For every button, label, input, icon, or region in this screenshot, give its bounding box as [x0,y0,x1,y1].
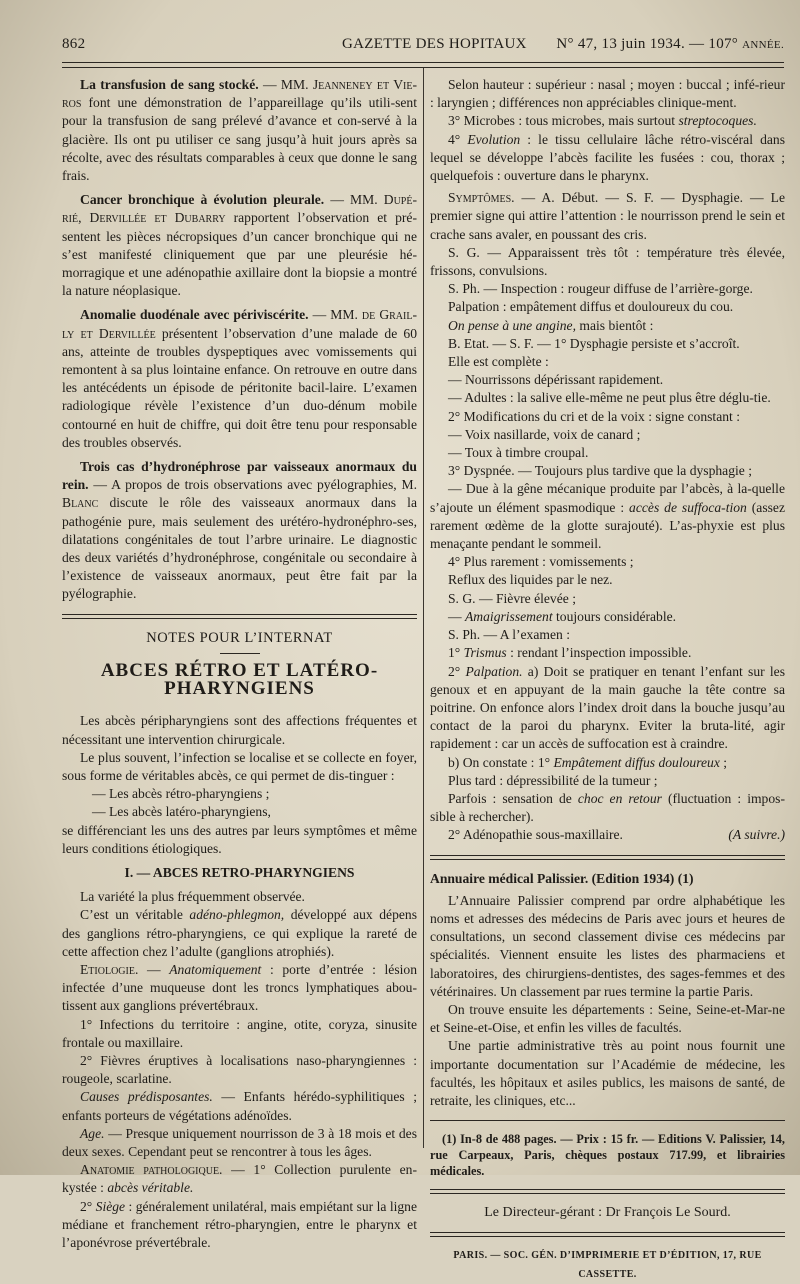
s1-paragraph-2 [62,906,417,961]
list-item: — Les abcès rétro-pharyngiens ; [92,786,270,802]
r-paragraph: S. G. — Fièvre élevée ; [448,590,576,606]
s1-p2-text-b: développé aux dépens des ganglions rétro-pharyngiens, ce qui explique la rareté de cette affection chez l’adulte (ganglions atrophiés). [62,907,417,959]
short-rule [220,653,260,654]
r-paragraph [430,663,785,754]
symptomes-text: — A. Début. — S. F. — Dysphagie. — Le premier signe qui attire l’attention : le nourrisson prend le sein et crache sans avaler, en poussant des cris. [430,190,785,242]
r-paragraph: 3° Dyspnée. — Toujours plus tardive que la dysphagie ; [448,463,753,479]
r-text: : rendant l’inspection impossible. [506,645,692,661]
report-cancer [62,191,417,300]
report-cancer-authors: — MM. Dupé-rié, Dervillée et Dubarry [62,192,417,226]
report-transfusion-authors: — MM. Jeanneney et Vie-ros [62,77,417,111]
r-text: ; [719,754,728,770]
r-paragraph: — Nourrissons dépérissant rapidement. [448,372,664,388]
right-column [430,76,785,1284]
list-item: — Les abcès latéro-pharyngiens, [92,804,271,820]
etiologie-paragraph [62,961,417,1016]
age-paragraph [62,1125,417,1161]
causes-label: Causes prédisposantes. [80,1089,213,1105]
intro-paragraph-3: se différenciant les uns des autres par leurs symptômes et même leurs conditions étiologiques. [62,822,417,856]
report-transfusion-text: font une démonstration de l’appareillage qu’ils utili-sent pour la transfusion de sang prélevé d’avance et con-servé à la glacière. Ils ont pu utiliser ce sang jusqu’à huit jours après sa récolte, avec des résultats comparables à ceux que donne le sang frais. [62,95,417,184]
annuaire-paragraph-2: On trouve ensuite les départements : Seine, Seine-et-Mar-ne et Seine-et-Oise, et enfin les villes de facultés. [430,1001,785,1036]
r-paragraph: S. G. — Apparaissent très tôt : température très élevée, frissons, convulsions. [430,244,785,279]
notes-heading: NOTES POUR L’INTERNAT [146,629,333,646]
page-number: 862 [62,36,86,52]
etiologie-italic: Anatomiquement [169,961,262,977]
r-text: Parfois : sensation de [448,790,578,806]
r-paragraph [430,608,785,626]
causes-paragraph [62,1088,417,1124]
footnote-rule [430,1120,785,1121]
r-italic: Evolution [467,131,521,147]
article-title: ABCES RÉTRO ET LATÉRO-PHARYNGIENS [100,659,379,700]
r-text: 2° Adénopathie sous-maxillaire. [448,827,623,843]
causes-text: — Enfants hérédo-syphilitiques ; enfants porteurs de végétations adénoïdes. [62,1089,417,1123]
report-hydronephrose-text-2: discute le rôle des vaisseaux anormaux dans la pathogénie pure, mais seulement des urétéro-hydronéphro-ses, dilatations congénitales de tout l’arbre urinaire. Le diagnostic des deux variétés d’hydronéphrose, congénitale ou secondaire à l’existence de vaisseaux anormaux, peut être fait par la pyélographie. [62,495,417,602]
intro-paragraph-2: Le plus souvent, l’infection se localise et se collecte en foyer, sous forme de véritables abcès, ce qui permet de dis-tinguer : [62,749,417,783]
issue-main: N° 47, 13 juin 1934. — 107° [556,36,739,52]
report-transfusion [62,76,417,185]
r-paragraph [430,112,785,130]
r-text: a) Doit se pratiquer en tenant l’enfant sur les genoux et en appuyant de la main gauche la tête contre sa poitrine. On enfonce alors l’index droit dans la bouche jusqu’au contact de la paroi du pharynx. Eviter la bruta-lité, agir rapidement : car un accès de suffocation est à craindre. [430,663,785,752]
r-italic: choc en retour [577,790,662,806]
r-text: 1° [448,645,464,661]
age-text: — Presque uniquement nourrisson de 3 à 18 mois et des deux sexes. Cependant peut se rencontrer à tous les âges. [62,1125,417,1159]
etiologie-item-2: 2° Fièvres éruptives à localisations naso-pharyngiennes : rougeole, scarlatine. [62,1052,417,1087]
anatomie-italic: abcès véritable. [107,1180,194,1196]
r-text: 3° Microbes : tous microbes, mais surtout [448,113,679,129]
r-paragraph: Palpation : empâtement diffus et douloureux du cou. [448,299,734,315]
r-paragraph: Plus tard : dépressibilité de la tumeur ; [448,772,658,788]
annuaire-paragraph-1: L’Annuaire Palissier comprend par ordre alphabétique les noms et adresses des médecins de Paris avec jours et heures de consultations, un second classement divise ces médecins par spécialités. Viennent ensuite les listes des pharmaciens et laboratoires, des chirurgiens-dentistes, des sages-femmes et des vétérinaires. Un classement par rues termine la partie Paris. [430,892,785,999]
report-duodenal-authors: — MM. de Grail-ly et Dervillée [62,307,417,341]
r-italic: Trismus [463,645,507,661]
annuaire-title: Annuaire médical Palissier. (Edition 1934) (1) [430,870,694,886]
annuaire-paragraph-3: Une partie administrative très au point nous fournit une importante documentation sur l’Académie de médecine, les facultés, les hôpitaux et asiles publics, les maisons de santé, de retraite, les cliniques, etc... [430,1038,785,1108]
r-paragraph [430,480,785,553]
issue-info [556,36,784,53]
r-text: : le tissu cellulaire lâche rétro-viscéral dans lequel se développe l’abcès facilite les fusées : cou, thorax ; quelquefois : ouverture dans le pharynx. [430,131,786,184]
report-hydronephrose-title: Trois cas d’hydronéphrose par vaisseaux anormaux du rein. [62,459,417,493]
r-paragraph: — Adultes : la salive elle-même ne peut plus être déglu-tie. [448,390,771,406]
footnote: (1) In-8 de 488 pages. — Prix : 15 fr. — Editions V. Palissier, 14, rue Carpeaux, Paris, chèques postaux 717.99, et librairies médicales. [430,1132,785,1179]
siege-paragraph: 2° Siège : généralement unilatéral, mais empiétant sur la ligne médiane et franchement rétro-pharyngien, entre le pharynx et l’aponévrose prévertébrale. [62,1198,418,1250]
r-paragraph [430,826,785,844]
report-transfusion-title: La transfusion de sang stocké. [80,77,259,92]
etiologie-dash: — [138,961,170,977]
r-paragraph: — Voix nasillarde, voix de canard ; [448,426,641,442]
r-paragraph: Selon hauteur : supérieur : nasal ; moyen : buccal ; infé-rieur : laryngien ; différences non appréciables clinique-ment. [430,77,785,111]
anatomie-paragraph [62,1161,417,1197]
r-text: 2° [448,663,466,679]
r-italic: streptocoques. [678,113,757,129]
s1-p2-italic: adéno-phlegmon, [189,907,285,923]
anatomie-label: Anatomie pathologique. [80,1162,223,1178]
etiologie-label: Etiologie. [80,961,139,977]
siege-text: : généralement unilatéral, mais empiétant sur la ligne médiane et franchement rétro-pharyngien, entre le pharynx et l’aponévrose prévertébrale. [62,1198,418,1250]
symptomes-paragraph [430,189,785,244]
report-cancer-title: Cancer bronchique à évolution pleurale. [80,192,325,208]
r-italic: accès de suffoca-tion [629,499,747,515]
r-paragraph: S. Ph. — A l’examen : [448,627,570,643]
r-italic: Amaigrissement [465,608,553,624]
report-hydronephrose-text-1: — A propos de trois observations avec pyélographies, M. [88,477,417,493]
r-paragraph: B. Etat. — S. F. — 1° Dysphagie persiste et s’accroît. [448,335,740,351]
r-paragraph [430,317,785,335]
r-italic: Empâtement diffus douloureux [553,754,720,770]
r-paragraph [430,754,785,772]
section-title: I. — ABCES RETRO-PHARYNGIENS [124,864,355,880]
anatomie-text: — 1° Collection purulente en-kystée : [62,1162,417,1196]
report-duodenal-title: Anomalie duodénale avec périviscérite. [80,307,309,323]
r-text: — Due à la gêne mécanique produite par l’abcès, à la-quelle s’ajoute un élément spasmodique : [430,481,785,515]
r-paragraph [430,644,785,662]
r-text: (assez rarement œdème de la glotte surajouté). L’as-phyxie est plus menaçante pendant le sommeil. [430,499,785,552]
r-text: (fluctuation : impos-sible à rechercher). [430,790,785,825]
r-paragraph: — Toux à timbre croupal. [448,445,589,461]
r-paragraph: 2° Modifications du cri et de la voix : signe constant : [448,408,740,424]
r-text: mais bientôt : [575,317,654,333]
report-duodenal-text: présentent l’observation d’une malade de 60 ans, atteinte de troubles dyspeptiques avec vomissements qui remontent à sa plus lointaine enfance. On retrouve en outre dans les antécédents un épisode de péritonite bacil-laire. L’examen radiologique révèle l’existence d’un duo-dénum mobile contourné en huit de chiffre, qui doit être tenu pour responsable des troubles observés. [62,325,418,450]
printer-line: PARIS. — SOC. GÉN. D’IMPRIMERIE ET D’ÉDITION, 17, RUE CASSETTE. [453,1250,762,1280]
r-text: b) On constate : 1° [448,754,554,770]
s1-p2-text-a: C’est un véritable [80,907,190,923]
r-paragraph [430,131,785,186]
r-text: toujours considérable. [552,608,677,624]
section-rule [62,614,417,619]
etiologie-item-1: 1° Infections du territoire : angine, otite, coryza, sinusite frontale ou maxillaire. [62,1016,417,1050]
printer-rule [430,1232,785,1237]
r-text: — [448,608,465,624]
age-label: Age. [80,1125,105,1141]
r-paragraph: S. Ph. — Inspection : rougeur diffuse de l’arrière-gorge. [448,281,753,297]
report-cancer-text: rapportent l’observation et pré-sentent les pièces nécropsiques d’un cancer bronchique qui ne s’est manifesté cliniquement que par une pleurésie hé-morragique et une adénopathie axillaire dont la biopsie a montré la nature néoplasique. [62,210,417,299]
report-hydronephrose-author: Blanc [62,495,99,511]
report-duodenal [62,306,417,452]
etiologie-text: : porte d’entrée : lésion infectée d’une muqueuse dont les troncs lymphatiques abou-tissent aux ganglions prévertébraux. [62,961,417,1014]
page-header [62,36,784,58]
s1-paragraph-1: La variété la plus fréquemment observée. [80,889,305,905]
siege-label: Siège [95,1198,126,1214]
r-italic: Palpation. [465,663,523,679]
directeur-gerant: Le Directeur-gérant : Dr François Le Sourd. [484,1205,731,1221]
r-paragraph [430,790,785,826]
issue-year-word: ANNÉE. [742,39,784,51]
journal-title: GAZETTE DES HOPITAUX [342,36,527,52]
column-divider [423,68,424,1148]
a-suivre: (A suivre.) [728,827,785,843]
r-text: 4° [448,131,468,147]
left-column [62,76,417,1252]
r-paragraph: Reflux des liquides par le nez. [448,572,613,588]
r-paragraph: Elle est complète : [448,354,549,370]
gerant-rule [430,1189,785,1194]
intro-paragraph-1: Les abcès péripharyngiens sont des affections fréquentes et nécessitant une intervention chirurgicale. [62,713,417,747]
r-paragraph: 4° Plus rarement : vomissements ; [448,554,634,570]
symptomes-label: Symptômes. [448,190,515,206]
section-rule [430,855,785,860]
report-hydronephrose [62,458,417,604]
r-italic: On pense à une angine, [448,317,576,333]
